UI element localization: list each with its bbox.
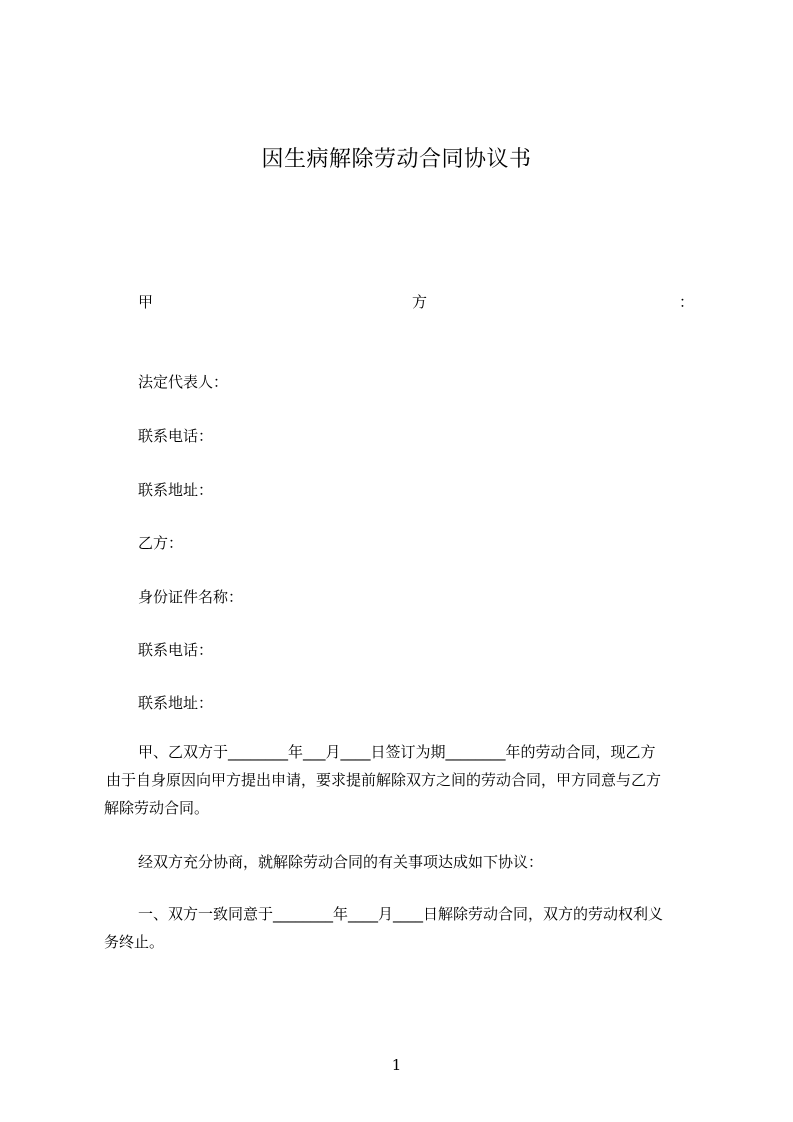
- paragraph-line: 由于自身原因向甲方提出申请，要求提前解除双方之间的劳动合同，甲方同意与乙方: [106, 771, 662, 789]
- party-a-line: [138, 291, 694, 315]
- legal-rep-field: 法定代表人：: [138, 373, 229, 391]
- paragraph-clause-one: [104, 900, 704, 956]
- paragraph-line: 甲、乙双方于________年___月____日签订为期________年的劳动合同，现乙方: [138, 743, 656, 761]
- document-title: 因生病解除劳动合同协议书: [261, 147, 532, 172]
- paragraph-contract-background: [104, 738, 704, 822]
- paragraph-line: 务终止。: [104, 933, 165, 951]
- party-b-field: 乙方：: [138, 534, 184, 552]
- party-a-label-colon: ：: [678, 293, 694, 311]
- address-b-field: 联系地址：: [138, 694, 214, 712]
- page-number: 1: [391, 1056, 402, 1074]
- id-name-field: 身份证件名称：: [138, 588, 244, 606]
- phone-a-field: 联系电话：: [138, 427, 214, 445]
- party-a-label-part1: 甲: [138, 293, 154, 311]
- address-a-field: 联系地址：: [138, 481, 214, 499]
- paragraph-line: 一、双方一致同意于________年____月____日解除劳动合同，双方的劳动权利义: [138, 905, 664, 923]
- paragraph-negotiation: 经双方充分协商，就解除劳动合同的有关事项达成如下协议：: [138, 853, 544, 871]
- party-a-label-part2: 方: [412, 293, 428, 311]
- paragraph-line: 解除劳动合同。: [104, 799, 210, 817]
- phone-b-field: 联系电话：: [138, 641, 214, 659]
